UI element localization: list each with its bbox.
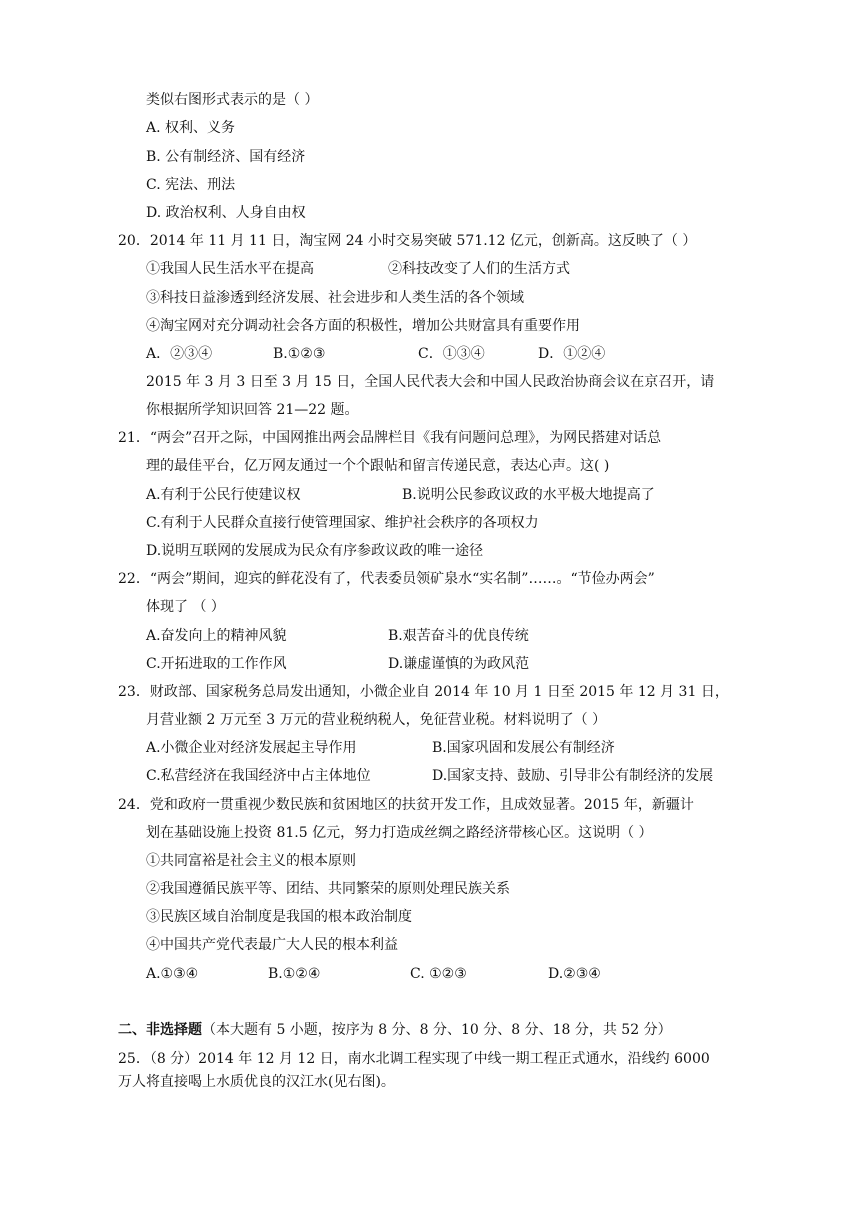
section-heading [118,1020,672,1040]
q23-option-b: B.国家巩固和发展公有制经济 [432,740,615,756]
q24-item-2: ②我国遵循民族平等、团结、共同繁荣的原则处理民族关系 [146,881,510,897]
q21-option-a: A.有利于公民行使建议权 [146,487,301,503]
q24-item-3: ③民族区域自治制度是我国的根本政治制度 [146,909,412,925]
q20-item-2: ②科技改变了人们的生活方式 [388,261,570,277]
q25-line-2: 万人将直接喝上水质优良的汉江水(见右图)。 [118,1074,395,1090]
q20-stem: 20．2014 年 11 月 11 日，淘宝网 24 小时交易突破 571.12 亿元，创新高。这反映了（ ） [118,233,697,249]
material-line-2: 你根据所学知识回答 21—22 题。 [146,402,359,418]
q19-option-c: C. 宪法、刑法 [146,177,236,193]
q21-stem-1: 21．“两会”召开之际，中国网推出两会品牌栏目《我有问题问总理》，为网民搭建对话总 [118,430,662,446]
q21-option-d: D.说明互联网的发展成为民众有序参政议政的唯一途径 [146,543,484,559]
q23-stem-2: 月营业额 2 万元至 3 万元的营业税纳税人，免征营业税。材料说明了（ ） [146,712,607,728]
q22-option-b: B.艰苦奋斗的优良传统 [388,628,529,644]
q24-option-c: C. ①②③ [410,966,467,982]
q22-stem-2: 体现了 （ ） [146,599,225,615]
section-description: （本大题有 5 小题，按序为 8 分、8 分、10 分、8 分、18 分，共 52 分） [202,1022,672,1038]
q24-option-a: A.①③④ [146,966,199,982]
q24-option-d: D.②③④ [548,966,601,982]
q22-option-c: C.开拓进取的工作作风 [146,656,287,672]
q20-option-a: A．②③④ [146,346,213,362]
q24-stem-2: 划在基础设施上投资 81.5 亿元，努力打造成丝绸之路经济带核心区。这说明（ ） [146,825,653,841]
q19-option-d: D. 政治权利、人身自由权 [146,205,306,221]
q23-stem-1: 23．财政部、国家税务总局发出通知，小微企业自 2014 年 10 月 1 日至 2015 年 12 月 31 日， [118,684,729,700]
q21-stem-2: 理的最佳平台，亿万网友通过一个个跟帖和留言传递民意，表达心声。这( ) [146,458,610,474]
material-line-1: 2015 年 3 月 3 日至 3 月 15 日，全国人民代表大会和中国人民政治协商会议在京召开，请 [146,374,715,390]
q21-option-b: B.说明公民参政议政的水平极大地提高了 [402,487,655,503]
section-title: 二、非选择题 [118,1022,202,1038]
q22-option-a: A.奋发向上的精神风貌 [146,628,287,644]
q23-option-c: C.私营经济在我国经济中占主体地位 [146,768,371,784]
q19-option-b: B. 公有制经济、国有经济 [146,149,306,165]
q23-option-d: D.国家支持、鼓励、引导非公有制经济的发展 [432,768,714,784]
q22-stem-1: 22．“两会”期间，迎宾的鲜花没有了，代表委员领矿泉水“实名制”……。“节俭办两会” [118,571,655,587]
q20-option-d: D．①②④ [538,346,606,362]
q20-item-3: ③科技日益渗透到经济发展、社会进步和人类生活的各个领域 [146,290,524,306]
q20-item-4: ④淘宝网对充分调动社会各方面的积极性，增加公共财富具有重要作用 [146,318,580,334]
q24-stem-1: 24．党和政府一贯重视少数民族和贫困地区的扶贫开发工作，且成效显著。2015 年，新疆计 [118,797,694,813]
q23-option-a: A.小微企业对经济发展起主导作用 [146,740,357,756]
q19-option-a: A. 权利、义务 [146,120,236,136]
q20-option-b: B.①②③ [273,346,326,362]
q24-item-1: ①共同富裕是社会主义的根本原则 [146,853,356,869]
q20-item-1: ①我国人民生活水平在提高 [146,261,314,277]
q24-option-b: B.①②④ [268,966,321,982]
q24-item-4: ④中国共产党代表最广大人民的根本利益 [146,937,398,953]
q20-option-c: C．①③④ [418,346,485,362]
q21-option-c: C.有利于人民群众直接行使管理国家、维护社会秩序的各项权力 [146,515,539,531]
q19-stem-tail: 类似右图形式表示的是（ ） [146,92,319,108]
q22-option-d: D.谦虚谨慎的为政风范 [388,656,530,672]
q25-line-1: 25．（8 分）2014 年 12 月 12 日，南水北调工程实现了中线一期工程正式通水，沿线约 6000 [118,1051,710,1067]
